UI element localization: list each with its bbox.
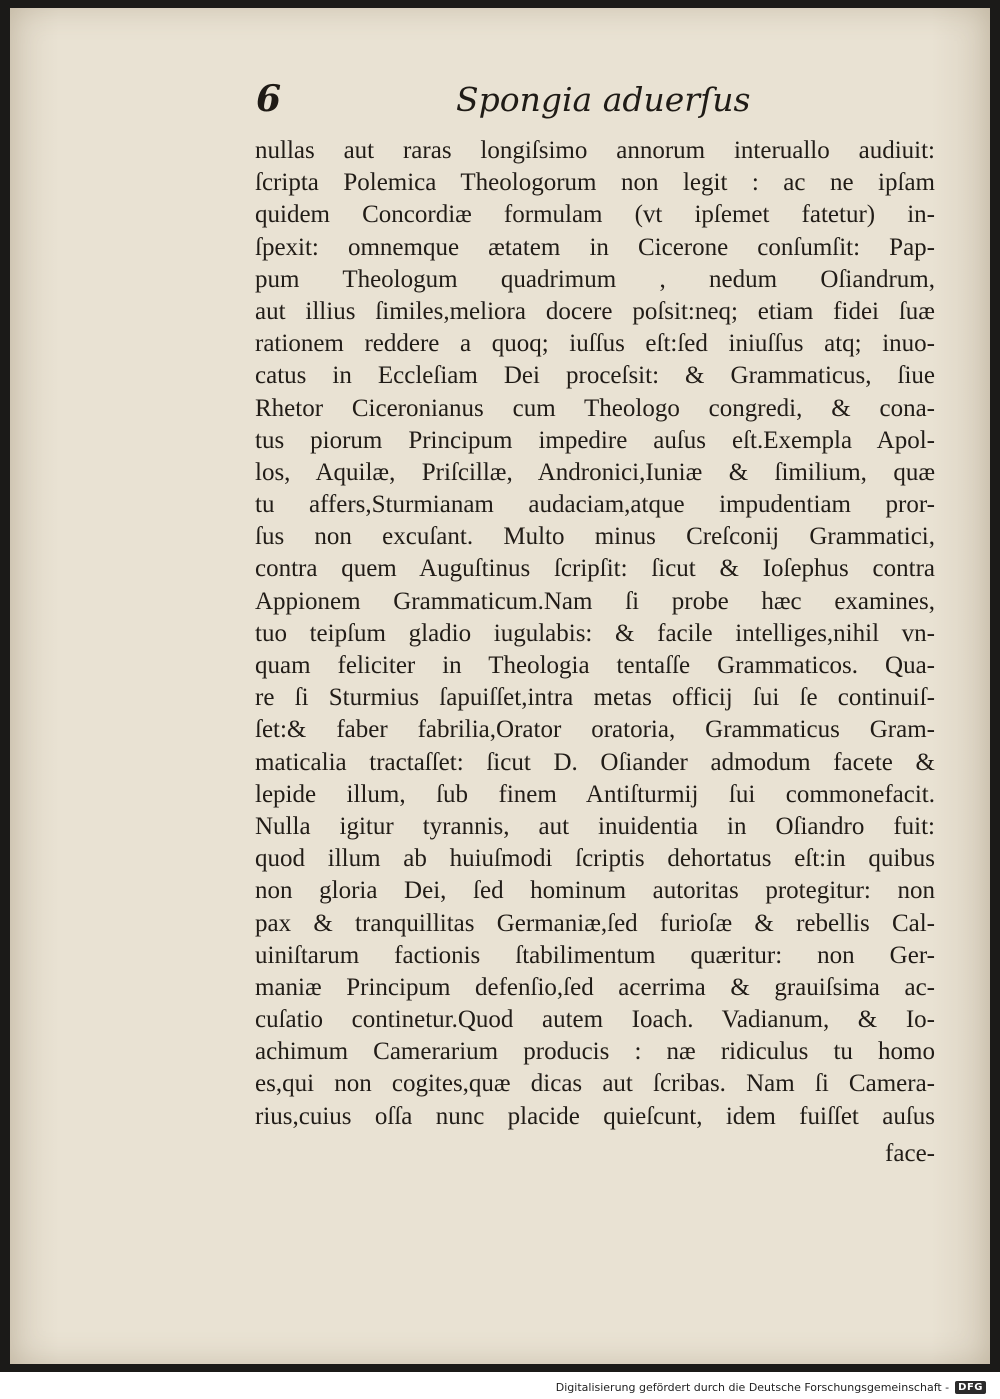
text-line: catus in Eccleſiam Dei proceſsit: & Grammaticus, ſiue xyxy=(255,362,935,390)
running-title: Spongia aduerſus xyxy=(456,80,751,119)
page-number: 6 xyxy=(256,78,282,120)
digitization-credit xyxy=(556,1378,986,1396)
text-line: tu affers,Sturmianam audaciam,atque impudentiam pror- xyxy=(255,491,935,519)
text-line: ſus non excuſant. Multo minus Creſconij Grammatici, xyxy=(255,523,935,551)
text-line: maticalia tractaſſet: ſicut D. Oſiander admodum facete & xyxy=(255,748,935,776)
body-text xyxy=(255,135,935,1133)
catchword: face- xyxy=(885,1140,935,1167)
text-line: pum Theologum quadrimum , nedum Oſiandrum, xyxy=(255,265,935,293)
text-line: uiniſtarum factionis ſtabilimentum quæritur: non Ger- xyxy=(255,941,935,969)
dfg-logo: DFG xyxy=(955,1381,986,1394)
text-line: rationem reddere a quoq; iuſſus eſt:ſed iniuſſus atq; inuo- xyxy=(255,330,935,358)
text-line: tuo teipſum gladio iugulabis: & facile intelliges,nihil vn- xyxy=(255,619,935,647)
credit-text: Digitalisierung gefördert durch die Deutsche Forschungsgemeinschaft - xyxy=(555,1380,950,1394)
text-line: aut illius ſimiles,meliora docere poſsit:neq; etiam fidei ſuæ xyxy=(255,297,935,325)
text-line: achimum Camerarium producis : næ ridiculus tu homo xyxy=(255,1038,935,1066)
text-line: Appionem Grammaticum.Nam ſi probe hæc examines, xyxy=(255,587,935,615)
text-line: re ſi Sturmius ſapuiſſet,intra metas officij ſui ſe continuiſ- xyxy=(255,684,935,712)
text-line: Rhetor Ciceronianus cum Theologo congredi, & cona- xyxy=(255,394,935,422)
text-line: pax & tranquillitas Germaniæ,ſed furioſæ & rebellis Cal- xyxy=(255,909,935,937)
text-line: es,qui non cogites,quæ dicas aut ſcribas. Nam ſi Camera- xyxy=(255,1070,935,1098)
text-line: quam feliciter in Theologia tentaſſe Grammaticos. Qua- xyxy=(255,652,935,679)
text-line: maniæ Principum defenſio,ſed acerrima & grauiſsima ac- xyxy=(255,973,935,1001)
text-line: ſpexit: omnemque ætatem in Cicerone conſumſit: Pap- xyxy=(255,233,935,261)
text-line: cuſatio continetur.Quod autem Ioach. Vadianum, & Io- xyxy=(255,1006,935,1034)
text-line: quidem Concordiæ formulam (vt ipſemet fatetur) in- xyxy=(255,201,935,229)
text-line: nullas aut raras longiſsimo annorum interuallo audiuit: xyxy=(255,137,935,164)
text-line: rius,cuius oſſa nunc placide quieſcunt, idem fuiſſet auſus xyxy=(255,1102,935,1130)
text-line: Nulla igitur tyrannis, aut inuidentia in Oſiandro fuit: xyxy=(255,812,935,840)
text-line: ſet:& faber fabrilia,Orator oratoria, Grammaticus Gram- xyxy=(255,716,935,744)
text-line: tus piorum Principum impedire auſus eſt.Exempla Apol- xyxy=(255,426,935,454)
text-line: non gloria Dei, ſed hominum autoritas protegitur: non xyxy=(255,877,935,905)
text-line: quod illum ab huiuſmodi ſcriptis dehortatus eſt:in quibus xyxy=(255,845,935,873)
page-header xyxy=(256,78,751,128)
text-line: los, Aquilæ, Priſcillæ, Andronici,Iuniæ & ſimilium, quæ xyxy=(255,458,935,486)
text-line: lepide illum, ſub finem Antiſturmij ſui commonefacit. xyxy=(255,780,935,808)
text-line: contra quem Auguſtinus ſcripſit: ſicut & Ioſephus contra xyxy=(255,555,935,583)
text-line: ſcripta Polemica Theologorum non legit : ac ne ipſam xyxy=(255,169,935,197)
